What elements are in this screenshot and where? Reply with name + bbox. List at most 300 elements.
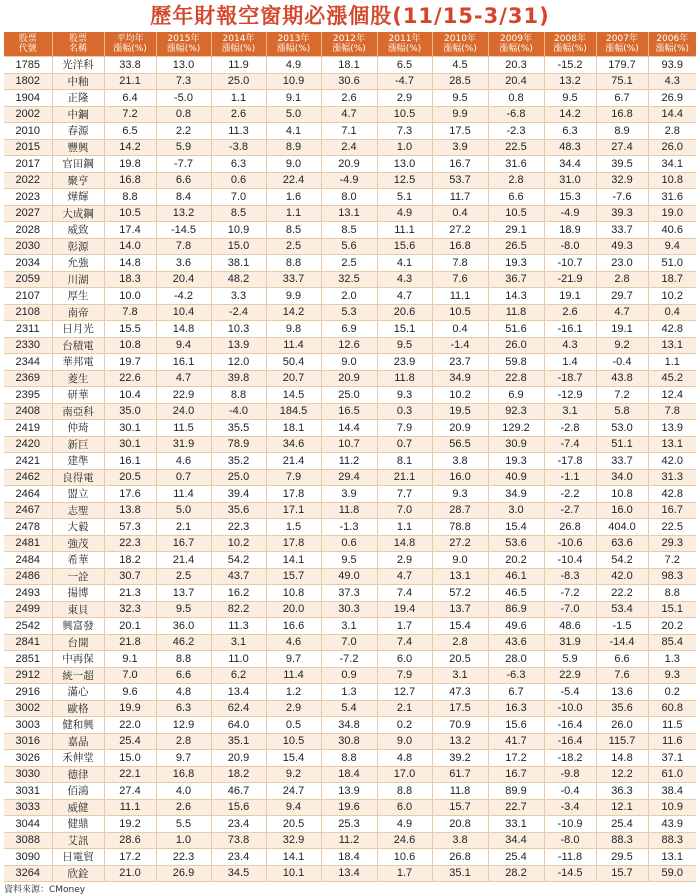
return-cell: 4.3 [544, 337, 596, 354]
return-cell: 6.6 [156, 172, 211, 189]
stock-code-cell: 2841 [4, 634, 52, 651]
return-cell: 17.8 [266, 535, 321, 552]
return-cell: -18.2 [544, 750, 596, 767]
return-cell: 2.6 [321, 90, 377, 107]
stock-name-cell: 研華 [52, 387, 104, 404]
return-cell: -1.4 [432, 337, 488, 354]
return-cell: -3.4 [544, 799, 596, 816]
return-cell: 5.9 [544, 651, 596, 668]
return-cell: 20.9 [211, 750, 266, 767]
return-cell: 5.4 [321, 700, 377, 717]
return-cell: 63.6 [596, 535, 648, 552]
return-cell: 22.2 [596, 585, 648, 602]
return-cell: 3.8 [432, 453, 488, 470]
return-cell: 15.0 [211, 238, 266, 255]
return-cell: 10.2 [648, 288, 696, 305]
return-cell: 14.1 [266, 849, 321, 866]
table-row [4, 816, 696, 833]
return-cell: 34.9 [488, 486, 544, 503]
return-cell: 15.5 [104, 321, 156, 338]
return-cell: 10.5 [488, 205, 544, 222]
return-cell: 15.6 [377, 238, 432, 255]
return-cell: -10.7 [544, 255, 596, 272]
return-cell: 3.8 [432, 832, 488, 849]
return-cell: 16.1 [104, 453, 156, 470]
stock-name-cell: 大成鋼 [52, 205, 104, 222]
return-cell: 14.2 [544, 106, 596, 123]
return-cell: 2.9 [266, 700, 321, 717]
return-cell: 7.0 [104, 667, 156, 684]
return-cell: 23.0 [596, 255, 648, 272]
column-header-line: 2008年 [554, 34, 586, 44]
return-cell: 2.5 [266, 238, 321, 255]
stock-code-cell: 2481 [4, 535, 52, 552]
table-row [4, 255, 696, 272]
table-row [4, 304, 696, 321]
return-cell: 3.1 [321, 618, 377, 635]
return-cell: 3.9 [321, 486, 377, 503]
table-row [4, 601, 696, 618]
table-row [4, 205, 696, 222]
stock-code-cell: 2022 [4, 172, 52, 189]
return-cell: 6.0 [377, 651, 432, 668]
table-row [4, 717, 696, 734]
column-header [377, 32, 432, 57]
return-cell: -1.3 [321, 519, 377, 536]
return-cell: 1.7 [377, 618, 432, 635]
return-cell: 42.8 [648, 321, 696, 338]
table-body [4, 57, 696, 882]
return-cell: 43.6 [488, 634, 544, 651]
return-cell: 19.1 [596, 321, 648, 338]
return-cell: 2.4 [321, 139, 377, 156]
stock-name-cell: 大毅 [52, 519, 104, 536]
return-cell: 34.4 [488, 832, 544, 849]
stock-name-cell: 燁輝 [52, 189, 104, 206]
return-cell: 9.1 [266, 90, 321, 107]
return-cell: 10.8 [266, 585, 321, 602]
return-cell: 42.0 [648, 453, 696, 470]
return-cell: 86.9 [488, 601, 544, 618]
return-cell: -14.5 [544, 865, 596, 882]
return-cell: 61.7 [432, 766, 488, 783]
return-cell: 13.1 [648, 436, 696, 453]
column-header [52, 32, 104, 57]
return-cell: 37.1 [648, 750, 696, 767]
return-cell: 53.4 [596, 601, 648, 618]
return-cell: 1.5 [266, 519, 321, 536]
return-cell: 0.4 [432, 205, 488, 222]
return-cell: 0.6 [321, 535, 377, 552]
return-cell: 17.5 [432, 700, 488, 717]
return-cell: 4.7 [321, 106, 377, 123]
return-cell: 19.3 [488, 453, 544, 470]
table-row [4, 387, 696, 404]
return-cell: 9.3 [377, 387, 432, 404]
return-cell: 6.0 [377, 799, 432, 816]
return-cell: 5.8 [596, 403, 648, 420]
return-cell: -7.4 [544, 436, 596, 453]
return-cell: 22.4 [266, 172, 321, 189]
return-cell: 49.6 [488, 618, 544, 635]
return-cell: 93.9 [648, 57, 696, 74]
return-cell: 7.3 [156, 73, 211, 90]
return-cell: 11.3 [211, 618, 266, 635]
return-cell: 8.5 [321, 222, 377, 239]
return-cell: 24.0 [156, 403, 211, 420]
stock-name-cell: 東貝 [52, 601, 104, 618]
return-cell: 6.5 [104, 123, 156, 140]
return-cell: 19.4 [377, 601, 432, 618]
return-cell: 30.7 [104, 568, 156, 585]
return-cell: 11.9 [211, 57, 266, 74]
return-cell: 13.9 [211, 337, 266, 354]
return-cell: 7.1 [321, 123, 377, 140]
return-cell: -12.9 [544, 387, 596, 404]
return-cell: 46.5 [488, 585, 544, 602]
stock-name-cell: 華邦電 [52, 354, 104, 371]
stock-code-cell: 2499 [4, 601, 52, 618]
return-cell: 13.6 [596, 684, 648, 701]
return-cell: 15.4 [266, 750, 321, 767]
return-cell: 6.2 [211, 667, 266, 684]
return-cell: 35.6 [211, 502, 266, 519]
stock-code-cell: 1785 [4, 57, 52, 74]
stock-name-cell: 中再保 [52, 651, 104, 668]
return-cell: 13.7 [156, 585, 211, 602]
return-cell: 24.7 [266, 783, 321, 800]
table-row [4, 750, 696, 767]
return-cell: 27.4 [104, 783, 156, 800]
return-cell: 31.0 [544, 172, 596, 189]
return-cell: 14.8 [104, 255, 156, 272]
return-cell: 27.4 [596, 139, 648, 156]
table-row [4, 123, 696, 140]
return-cell: 85.4 [648, 634, 696, 651]
column-header [544, 32, 596, 57]
return-cell: 16.8 [156, 766, 211, 783]
return-cell: 19.9 [104, 700, 156, 717]
return-cell: 26.8 [432, 849, 488, 866]
return-cell: 7.7 [377, 486, 432, 503]
return-cell: 53.0 [596, 420, 648, 437]
return-cell: 6.6 [488, 189, 544, 206]
return-cell: 11.7 [432, 189, 488, 206]
table-row [4, 799, 696, 816]
return-cell: 2.1 [156, 519, 211, 536]
return-cell: 10.8 [596, 486, 648, 503]
stock-code-cell: 2916 [4, 684, 52, 701]
table-row [4, 354, 696, 371]
return-cell: 6.6 [156, 667, 211, 684]
return-cell: 7.4 [377, 634, 432, 651]
return-cell: 14.2 [104, 139, 156, 156]
return-cell: 34.0 [596, 469, 648, 486]
return-cell: 18.3 [104, 271, 156, 288]
return-cell: 92.3 [488, 403, 544, 420]
return-cell: 1.0 [377, 139, 432, 156]
table-row [4, 403, 696, 420]
table-header [4, 32, 696, 57]
return-cell: 30.9 [488, 436, 544, 453]
return-cell: 8.4 [156, 189, 211, 206]
return-cell: 129.2 [488, 420, 544, 437]
return-cell: 14.0 [104, 238, 156, 255]
return-cell: 20.6 [377, 304, 432, 321]
stock-name-cell: 志聖 [52, 502, 104, 519]
stock-code-cell: 2002 [4, 106, 52, 123]
return-cell: 14.5 [266, 387, 321, 404]
return-cell: 3.1 [432, 667, 488, 684]
return-cell: 43.9 [648, 816, 696, 833]
return-cell: 2.8 [596, 271, 648, 288]
return-cell: 16.2 [211, 585, 266, 602]
return-cell: -16.1 [544, 321, 596, 338]
return-cell: 10.9 [648, 799, 696, 816]
return-cell: -7.6 [596, 189, 648, 206]
column-header [488, 32, 544, 57]
return-cell: 10.5 [104, 205, 156, 222]
return-cell: 10.1 [266, 865, 321, 882]
return-cell: 11.1 [104, 799, 156, 816]
return-cell: 22.5 [488, 139, 544, 156]
return-cell: 19.3 [488, 255, 544, 272]
table-row [4, 766, 696, 783]
return-cell: 20.4 [488, 73, 544, 90]
return-cell: 4.1 [266, 123, 321, 140]
return-cell: 28.2 [488, 865, 544, 882]
return-cell: 16.7 [156, 535, 211, 552]
return-cell: 10.3 [211, 321, 266, 338]
return-cell: 14.8 [377, 535, 432, 552]
column-header-line: 漲幅(%) [553, 44, 587, 54]
return-cell: 20.7 [266, 370, 321, 387]
return-cell: 4.7 [596, 304, 648, 321]
return-cell: 21.8 [104, 634, 156, 651]
return-cell: 20.1 [104, 618, 156, 635]
table-row [4, 172, 696, 189]
table-row [4, 700, 696, 717]
return-cell: 0.2 [377, 717, 432, 734]
return-cell: 42.8 [648, 486, 696, 503]
return-cell: 22.6 [104, 370, 156, 387]
return-cell: -4.2 [156, 288, 211, 305]
stock-name-cell: 希華 [52, 552, 104, 569]
return-cell: 13.0 [156, 57, 211, 74]
return-cell: 11.2 [321, 832, 377, 849]
return-cell: 9.3 [648, 667, 696, 684]
return-cell: 9.5 [321, 552, 377, 569]
return-cell: 17.4 [104, 222, 156, 239]
column-header-line: 漲幅(%) [113, 44, 147, 54]
stock-name-cell: 川湖 [52, 271, 104, 288]
return-cell: 36.3 [596, 783, 648, 800]
return-cell: 19.7 [104, 354, 156, 371]
return-cell: -7.7 [156, 156, 211, 173]
return-cell: 8.8 [104, 189, 156, 206]
column-header-line: 漲幅(%) [332, 44, 366, 54]
stock-code-cell: 2421 [4, 453, 52, 470]
return-cell: 82.2 [211, 601, 266, 618]
stock-code-cell: 2311 [4, 321, 52, 338]
return-cell: 11.3 [211, 123, 266, 140]
return-cell: 49.3 [596, 238, 648, 255]
stock-name-cell: 建準 [52, 453, 104, 470]
table-row [4, 486, 696, 503]
return-cell: 26.0 [596, 717, 648, 734]
return-cell: 34.9 [432, 370, 488, 387]
return-cell: 11.5 [156, 420, 211, 437]
return-cell: -2.8 [544, 420, 596, 437]
table-row [4, 535, 696, 552]
column-header-line: 2012年 [333, 34, 365, 44]
return-cell: 0.9 [321, 667, 377, 684]
return-cell: 16.7 [488, 766, 544, 783]
return-cell: 6.9 [321, 321, 377, 338]
return-cell: 24.6 [377, 832, 432, 849]
return-cell: 41.7 [488, 733, 544, 750]
stock-name-cell: 仲琦 [52, 420, 104, 437]
return-cell: 11.0 [211, 651, 266, 668]
return-cell: 3.3 [211, 288, 266, 305]
column-header-line: 2013年 [277, 34, 310, 44]
stock-name-cell: 台開 [52, 634, 104, 651]
stock-code-cell: 2108 [4, 304, 52, 321]
stock-code-cell: 3002 [4, 700, 52, 717]
return-cell: -2.3 [488, 123, 544, 140]
return-cell: 9.0 [321, 354, 377, 371]
return-cell: 4.9 [377, 816, 432, 833]
stock-name-cell: 欣銓 [52, 865, 104, 882]
stock-name-cell: 聚亨 [52, 172, 104, 189]
return-cell: 61.0 [648, 766, 696, 783]
return-cell: 46.2 [156, 634, 211, 651]
return-cell: 40.9 [488, 469, 544, 486]
stock-code-cell: 2467 [4, 502, 52, 519]
return-cell: 25.0 [211, 73, 266, 90]
return-cell: 9.0 [432, 552, 488, 569]
return-cell: 4.7 [377, 568, 432, 585]
return-cell: 35.6 [596, 700, 648, 717]
return-cell: 17.2 [104, 849, 156, 866]
stock-code-cell: 1802 [4, 73, 52, 90]
return-cell: 21.4 [266, 453, 321, 470]
stock-code-cell: 2478 [4, 519, 52, 536]
table-row [4, 321, 696, 338]
return-cell: 1.0 [156, 832, 211, 849]
return-cell: 25.4 [104, 733, 156, 750]
stock-code-cell: 2420 [4, 436, 52, 453]
table-row [4, 222, 696, 239]
return-cell: 15.6 [488, 717, 544, 734]
return-cell: 16.7 [648, 502, 696, 519]
return-cell: 17.8 [266, 486, 321, 503]
return-cell: 12.7 [377, 684, 432, 701]
return-cell: 8.9 [596, 123, 648, 140]
return-cell: 6.5 [377, 57, 432, 74]
stock-code-cell: 2030 [4, 238, 52, 255]
return-cell: 12.4 [648, 387, 696, 404]
return-cell: 18.2 [211, 766, 266, 783]
return-cell: 25.3 [321, 816, 377, 833]
return-cell: 10.2 [432, 387, 488, 404]
return-cell: 9.0 [266, 156, 321, 173]
return-cell: 9.4 [156, 337, 211, 354]
return-cell: -10.4 [544, 552, 596, 569]
return-cell: 4.8 [156, 684, 211, 701]
return-cell: -6.3 [488, 667, 544, 684]
column-header-line: 2011年 [388, 34, 421, 44]
return-cell: 45.2 [648, 370, 696, 387]
stock-name-cell: 威致 [52, 222, 104, 239]
return-cell: -4.0 [211, 403, 266, 420]
column-header-line: 漲幅(%) [443, 44, 477, 54]
return-cell: 30.3 [321, 601, 377, 618]
column-header [648, 32, 696, 57]
return-cell: 11.8 [488, 304, 544, 321]
return-cell: 9.3 [432, 486, 488, 503]
return-cell: 21.0 [104, 865, 156, 882]
return-cell: 35.1 [432, 865, 488, 882]
return-cell: 12.6 [321, 337, 377, 354]
return-cell: -2.7 [544, 502, 596, 519]
stock-code-cell: 3088 [4, 832, 52, 849]
return-cell: 16.1 [156, 354, 211, 371]
return-cell: -1.1 [544, 469, 596, 486]
return-cell: 26.9 [648, 90, 696, 107]
return-cell: -8.0 [544, 238, 596, 255]
stock-name-cell: 春源 [52, 123, 104, 140]
stock-code-cell: 2542 [4, 618, 52, 635]
return-cell: 4.6 [266, 634, 321, 651]
return-cell: 28.7 [432, 502, 488, 519]
return-cell: 75.1 [596, 73, 648, 90]
return-cell: 21.4 [156, 552, 211, 569]
return-cell: 7.8 [648, 403, 696, 420]
return-cell: -8.0 [544, 832, 596, 849]
stock-name-cell: 南帝 [52, 304, 104, 321]
return-cell: 13.4 [211, 684, 266, 701]
stock-code-cell: 2464 [4, 486, 52, 503]
return-cell: 31.9 [544, 634, 596, 651]
return-cell: 23.7 [432, 354, 488, 371]
return-cell: -21.9 [544, 271, 596, 288]
return-cell: 49.0 [321, 568, 377, 585]
table-row [4, 420, 696, 437]
stock-name-cell: 一詮 [52, 568, 104, 585]
stock-code-cell: 3264 [4, 865, 52, 882]
return-cell: 42.0 [596, 568, 648, 585]
return-cell: 43.7 [211, 568, 266, 585]
return-cell: 0.4 [432, 321, 488, 338]
return-cell: 34.1 [648, 156, 696, 173]
return-cell: 2.6 [544, 304, 596, 321]
return-cell: 51.0 [648, 255, 696, 272]
stock-name-cell: 允強 [52, 255, 104, 272]
return-cell: 14.8 [596, 750, 648, 767]
return-cell: -4.9 [321, 172, 377, 189]
return-cell: 22.8 [488, 370, 544, 387]
return-cell: 9.8 [266, 321, 321, 338]
return-cell: 31.6 [488, 156, 544, 173]
return-cell: 20.9 [321, 370, 377, 387]
return-cell: 48.6 [544, 618, 596, 635]
return-cell: 18.7 [648, 271, 696, 288]
return-cell: 57.3 [104, 519, 156, 536]
return-cell: 7.4 [377, 585, 432, 602]
return-cell: 25.4 [596, 816, 648, 833]
return-cell: 89.9 [488, 783, 544, 800]
